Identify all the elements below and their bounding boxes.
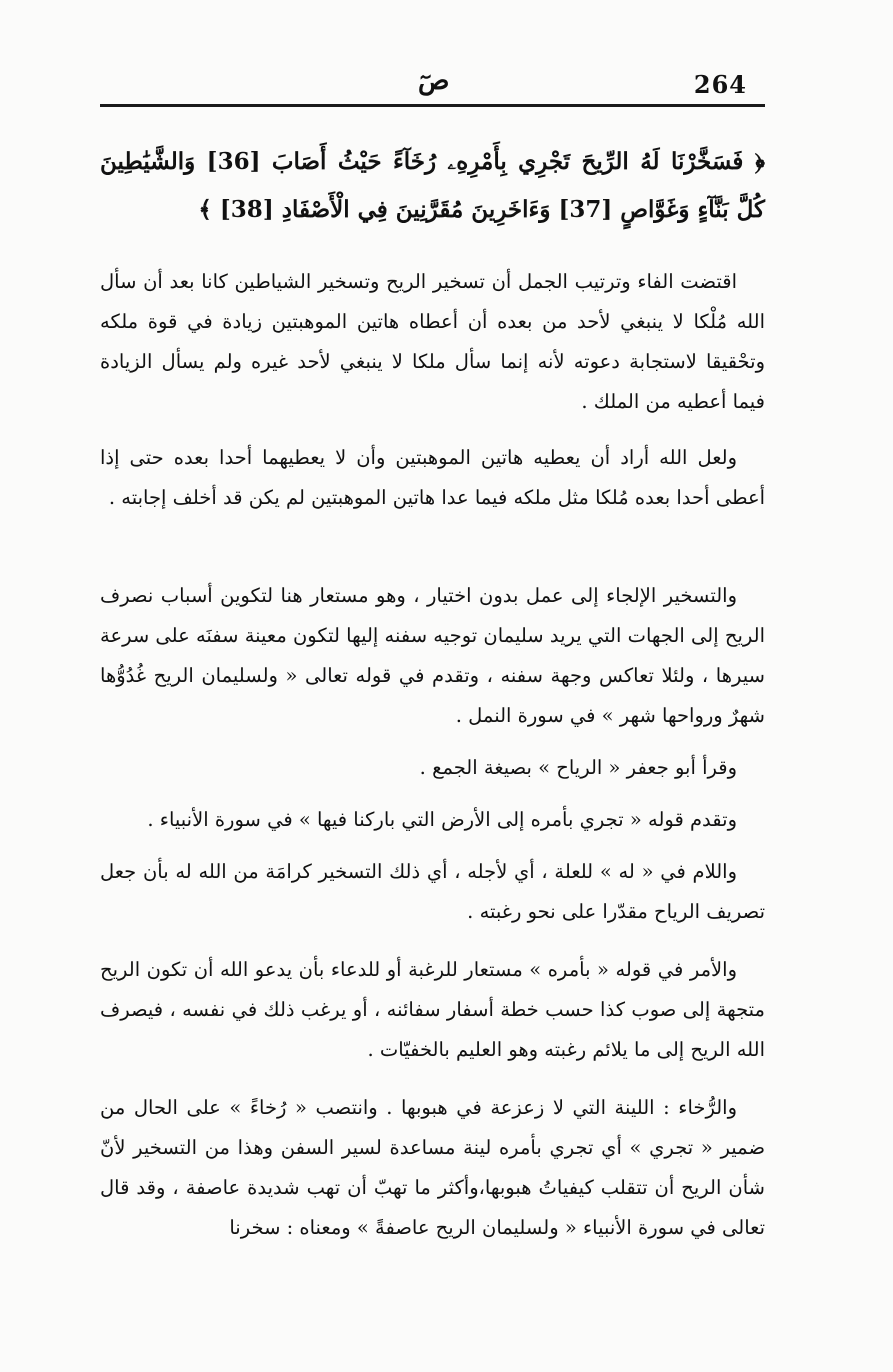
- running-title: صٓ: [418, 66, 450, 96]
- paragraph-text: والتسخير الإلجاء إلى عمل بدون اختيار ، وهو مستعار هنا لتكوين أسباب نصرف الريح إلى الجهات التي يريد سليمان توجيه سفنه إليها لتكون معينة سفنَه على سرعة سيرها ، ولئلا تعاكس وجهة سفنه ، وتقدم في قوله تعالى « ولسليمان الريح غُدُوُّها شهرٌ ورواحها شهر » في سورة النمل .: [100, 584, 765, 727]
- quran-verse: ﴿ فَسَخَّرْنَا لَهُ الرِّيحَ تَجْرِي بِأَمْرِهِۦ رُخَآءً حَيْثُ أَصَابَ [36] وَالشَّيَٰطِينَ كُلَّ بَنَّآءٍ وَغَوَّاصٍ [37] وَءَاخَرِينَ مُقَرَّنِينَ فِي الْأَصْفَادِ [38] ﴾: [100, 148, 765, 223]
- paragraph-text: والأمر في قوله « بأمره » مستعار للرغبة أو للدعاء بأن يدعو الله أن تكون الريح متجهة إلى صوب كذا حسب خطة أسفار سفائنه ، أو يرغب ذلك في نفسه ، فيصرف الله الريح إلى ما يلائم رغبته وهو العليم بالخفيّات .: [100, 958, 765, 1061]
- paragraph: [100, 800, 765, 840]
- paragraph: [100, 438, 765, 518]
- paragraph: [100, 1088, 765, 1248]
- paragraph: [100, 576, 765, 736]
- paragraph-text: ولعل الله أراد أن يعطيه هاتين الموهبتين وأن لا يعطيهما أحدا بعده حتى إذا أعطى أحدا بعده مُلكا مثل ملكه فيما عدا هاتين الموهبتين لم يكن قد أخلف إجابته .: [100, 446, 765, 509]
- page-header: [100, 62, 765, 106]
- paragraph: [100, 852, 765, 932]
- paragraph-text: واللام في « له » للعلة ، أي لأجله ، أي ذلك التسخير كرامَة من الله له بأن جعل تصريف الرياح مقدّرا على نحو رغبته .: [100, 860, 765, 923]
- header-divider: [100, 104, 765, 107]
- paragraph: [100, 950, 765, 1070]
- page-number: 264: [693, 70, 747, 99]
- paragraph: [100, 748, 765, 788]
- paragraph-text: وقرأ أبو جعفر « الرياح » بصيغة الجمع .: [419, 756, 737, 779]
- paragraph-text: وتقدم قوله « تجري بأمره إلى الأرض التي باركنا فيها » في سورة الأنبياء .: [147, 808, 737, 831]
- paragraph-text: والرُّخاء : اللينة التي لا زعزعة في هبوبها . وانتصب « رُخاءً » على الحال من ضمير « تجري » أي تجري بأمره لينة مساعدة لسير السفن وهذا من التسخير لأنّ شأن الريح أن تتقلب كيفياتُ هبوبها،وأكثر ما تهبّ أن تهب شديدة عاصفة ، وقد قال تعالى في سورة الأنبياء « ولسليمان الريح عاصفةً » ومعناه : سخرنا: [100, 1096, 765, 1239]
- paragraph: [100, 262, 765, 422]
- paragraph-text: اقتضت الفاء وترتيب الجمل أن تسخير الريح وتسخير الشياطين كانا بعد أن سأل الله مُلْكا لا ينبغي لأحد من بعده أن أعطاه هاتين الموهبتين زيادة في قوة ملكه وتحْقيقا لاستجابة دعوته لأنه إنما سأل ملكا لا ينبغي لأحد غيره ولم يسأل الزيادة فيما أعطيه من الملك .: [100, 270, 765, 413]
